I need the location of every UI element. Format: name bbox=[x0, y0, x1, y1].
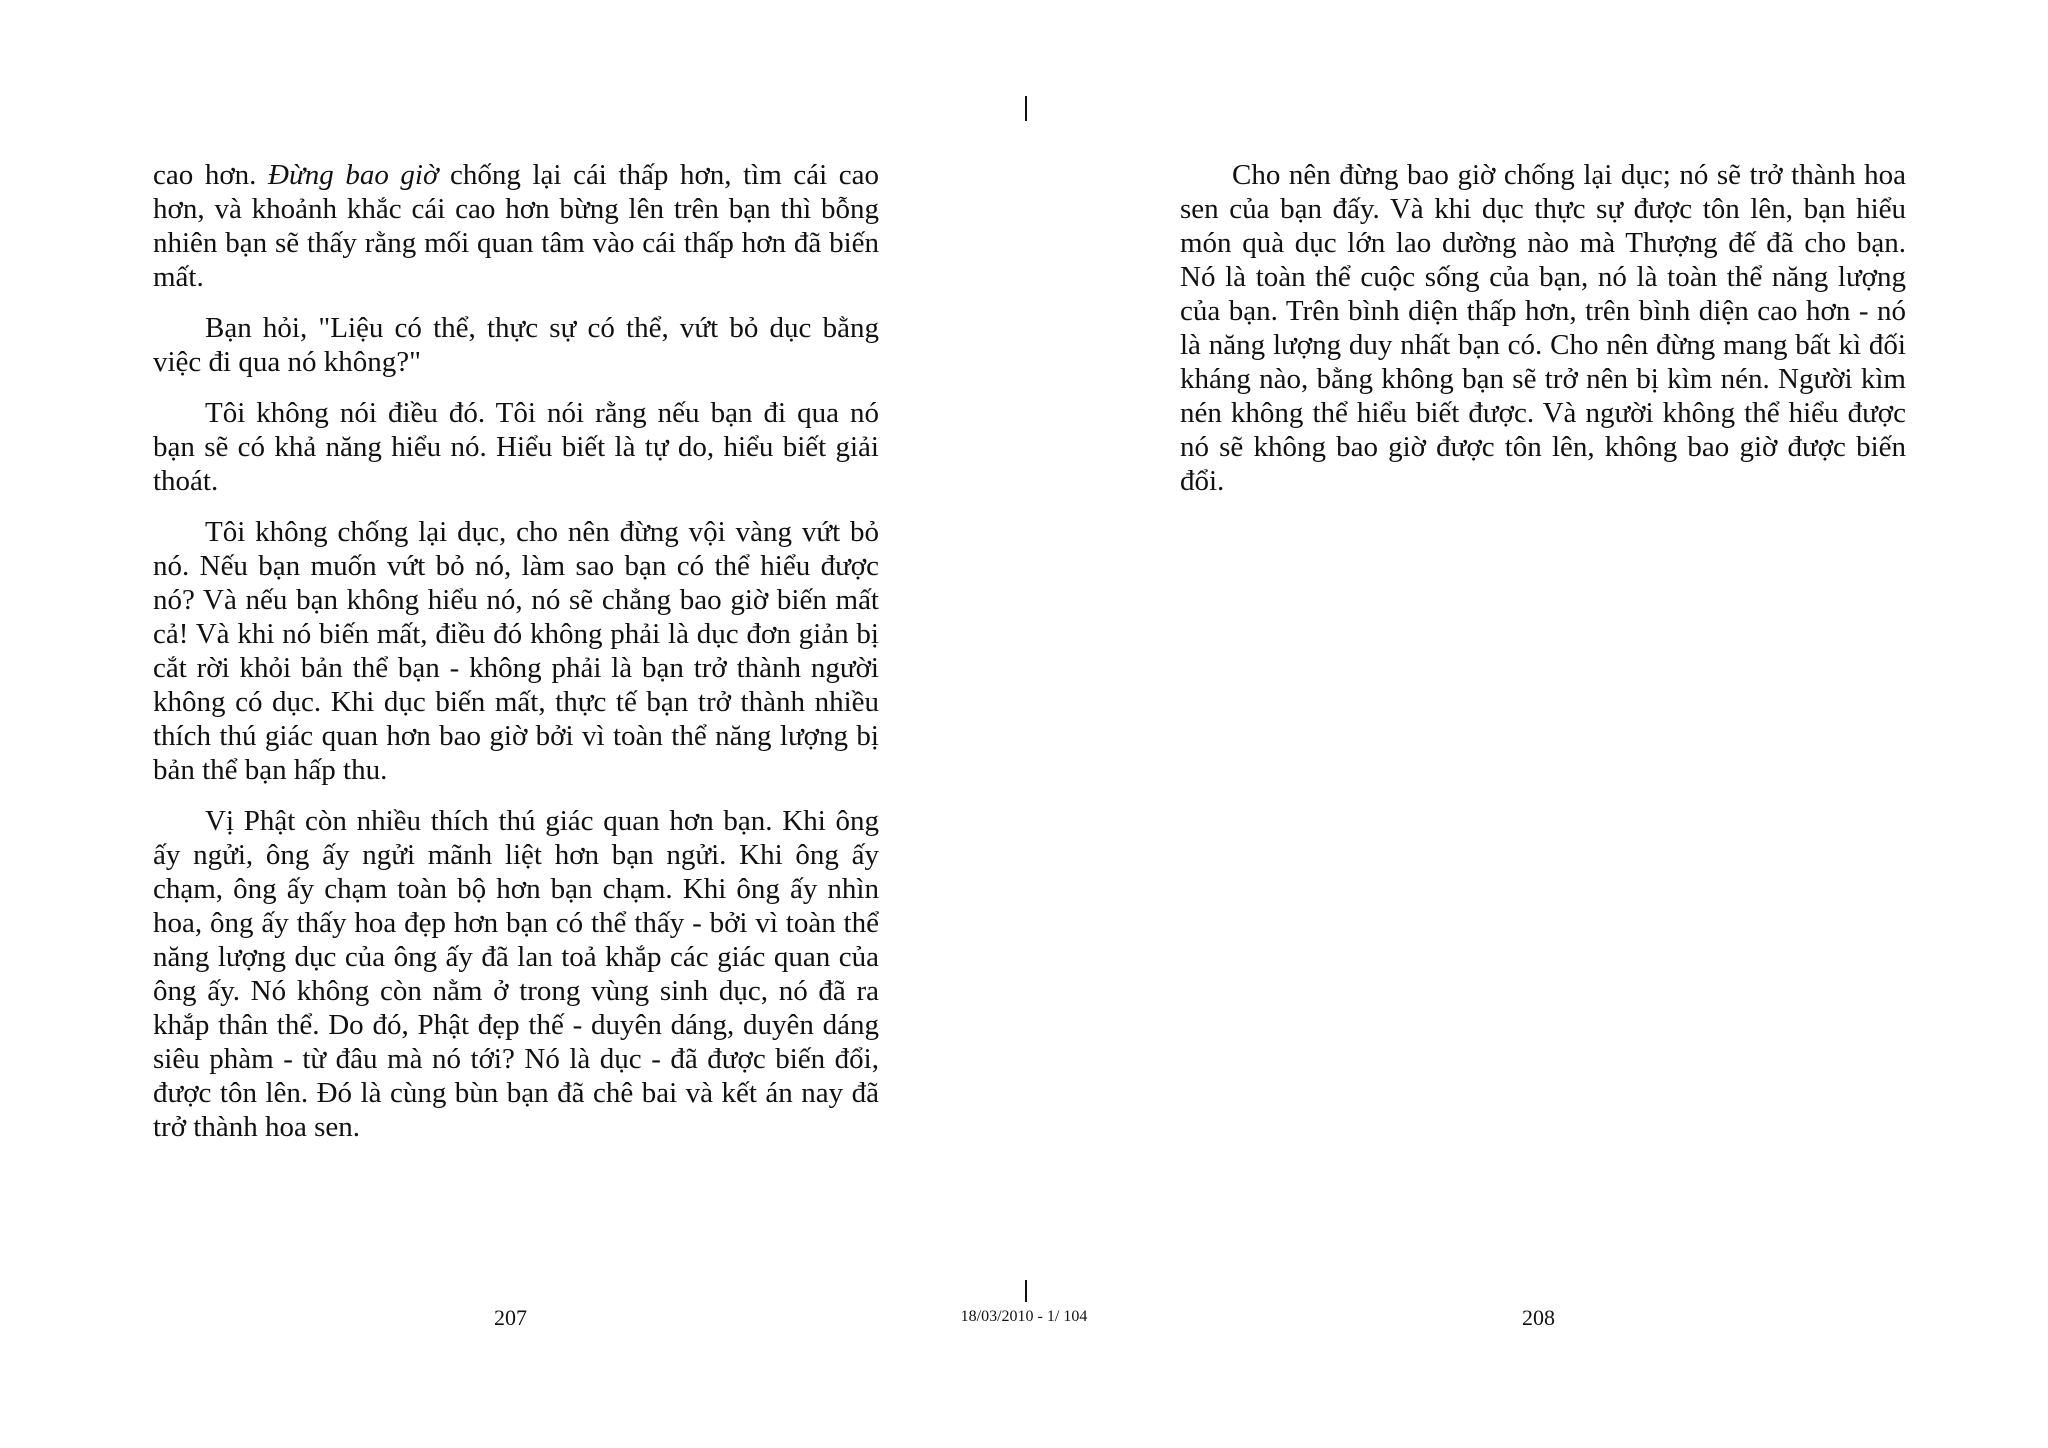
paragraph: Tôi không nói điều đó. Tôi nói rằng nếu bạn đi qua nó bạn sẽ có khả năng hiểu nó. Hiểu biết là tự do, hiểu biết giải thoát. bbox=[153, 397, 879, 497]
left-page-text bbox=[153, 158, 879, 1161]
print-date-stamp: 18/03/2010 - 1/ 104 bbox=[960, 1308, 1088, 1325]
paragraph: Cho nên đừng bao giờ chống lại dục; nó sẽ trở thành hoa sen của bạn đấy. Và khi dục thực sự được tôn lên, bạn hiểu món quà dục lớn lao dường nào mà Thượng đế đã cho bạn. Nó là toàn thể cuộc sống của bạn, nó là toàn thể năng lượng của bạn. Trên bình diện thấp hơn, trên bình diện cao hơn - nó là năng lượng duy nhất bạn có. Cho nên đừng mang bất kì đối kháng nào, bằng không bạn sẽ trở nên bị kìm nén. Người kìm nén không thể hiểu biết được. Và người không thể hiểu được nó sẽ không bao giờ được tôn lên, không bao giờ được biến đổi. bbox=[1180, 159, 1906, 497]
paragraph-text: cao hơn. bbox=[153, 159, 268, 191]
right-page-text bbox=[1180, 158, 1906, 515]
paragraph: Tôi không chống lại dục, cho nên đừng vội vàng vứt bỏ nó. Nếu bạn muốn vứt bỏ nó, làm sao bạn có thể hiểu được nó? Và nếu bạn không hiểu nó, nó sẽ chẳng bao giờ biến mất cả! Và khi nó biến mất, điều đó không phải là dục đơn giản bị cắt rời khỏi bản thể bạn - không phải là bạn trở thành người không có dục. Khi dục biến mất, thực tế bạn trở thành nhiều thích thú giác quan hơn bao giờ bởi vì toàn thể năng lượng bị bản thể bạn hấp thu. bbox=[153, 516, 879, 786]
center-fold-mark-bottom bbox=[1025, 1280, 1027, 1302]
paragraph: Bạn hỏi, "Liệu có thể, thực sự có thể, vứt bỏ dục bằng việc đi qua nó không?" bbox=[153, 312, 879, 378]
center-fold-mark-top bbox=[1025, 96, 1027, 121]
left-page-number: 207 bbox=[494, 1305, 527, 1330]
right-page-number: 208 bbox=[1522, 1305, 1555, 1330]
paragraph: Vị Phật còn nhiều thích thú giác quan hơn bạn. Khi ông ấy ngửi, ông ấy ngửi mãnh liệt hơn bạn ngửi. Khi ông ấy chạm, ông ấy chạm toàn bộ hơn bạn chạm. Khi ông ấy nhìn hoa, ông ấy thấy hoa đẹp hơn bạn có thể thấy - bởi vì toàn thể năng lượng dục của ông ấy đã lan toả khắp các giác quan của ông ấy. Nó không còn nằm ở trong vùng sinh dục, nó đã ra khắp thân thể. Do đó, Phật đẹp thế - duyên dáng, duyên dáng siêu phàm - từ đâu mà nó tới? Nó là dục - đã được biến đổi, được tôn lên. Đó là cùng bùn bạn đã chê bai và kết án nay đã trở thành hoa sen. bbox=[153, 805, 879, 1143]
paragraph-text: chống lại cái thấp hơn, tìm cái cao hơn, và khoảnh khắc cái cao hơn bừng lên trên bạn thì bỗng nhiên bạn sẽ thấy rằng mối quan tâm vào cái thấp hơn đã biến mất. bbox=[153, 159, 880, 293]
italic-emphasis: Đừng bao giờ bbox=[268, 159, 439, 191]
paragraph-continued bbox=[153, 158, 879, 294]
